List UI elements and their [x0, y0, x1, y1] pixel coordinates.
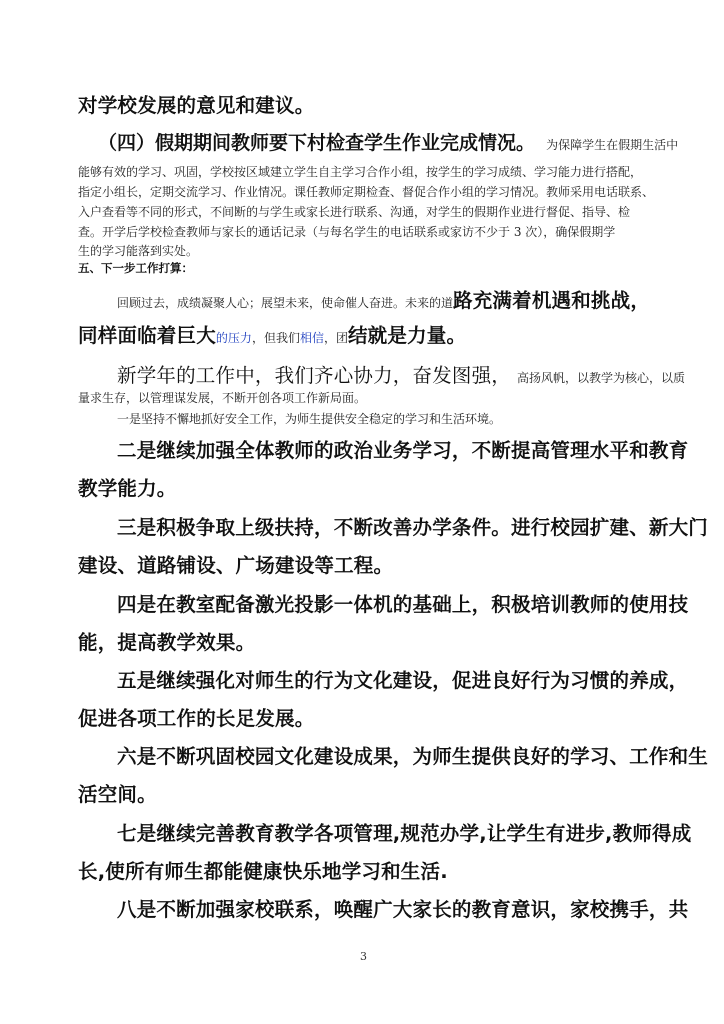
text-line: 能够有效的学习、巩固，学校按区域建立学生自主学习合作小组，按学生的学习成绩、学习能力进行搭配，: [78, 165, 643, 179]
text-fragment: 结就是力量。: [347, 324, 467, 347]
section-4-heading: （四）假期期间教师要下村检查学生作业完成情况。: [98, 132, 536, 154]
page-number: 3: [360, 950, 367, 963]
text-line: 量求生存，以管理谋发展，不断开创各项工作新局面。: [78, 391, 367, 405]
text-line: 建设、道路铺设、广场建设等工程。: [78, 554, 394, 577]
link-text[interactable]: 相信: [299, 331, 324, 345]
text-line: 能，提高教学效果。: [78, 631, 256, 654]
mixed-line: [78, 320, 466, 348]
text-fragment: 的: [215, 331, 228, 345]
mixed-line: [117, 285, 650, 313]
section-4-heading-line: [98, 128, 678, 155]
section-5-heading: 五、下一步工作打算：: [78, 261, 193, 275]
text-fragment: ，但我们: [251, 331, 300, 345]
text-line: 促进各项工作的长足发展。: [78, 707, 315, 730]
link-text[interactable]: 压力: [227, 331, 252, 345]
mixed-line: [117, 360, 685, 388]
text-line: 入户查看等不同的形式，不间断的与学生或家长进行联系、沟通，对学生的假期作业进行督促、指导、检: [78, 205, 631, 219]
text-line: 六是不断巩固校园文化建设成果，为师生提供良好的学习、工作和生: [117, 745, 709, 768]
text-line: 五是继续强化对师生的行为文化建设，促进良好行为习惯的养成，: [117, 669, 689, 692]
text-line: 长,使所有师生都能健康快乐地学习和生活.: [78, 860, 448, 883]
text-line: 查。开学后学校检查教师与家长的通话记录（与每名学生的电话联系或家访不少于 3 次），确保假期学: [78, 225, 616, 239]
text-fragment: ，团: [323, 331, 348, 345]
text-line: 教学能力。: [78, 477, 177, 500]
text-fragment: 高扬风帆，以教学为核心，以质: [517, 371, 686, 385]
text-line: 活空间。: [78, 783, 157, 806]
text-fragment: 回顾过去，成绩凝聚人心；展望未来，使命催人奋进。未来的道: [117, 296, 454, 310]
text-line: 指定小组长，定期交流学习、作业情况。课任教师定期检查、督促合作小组的学习情况。教师采用电话联系、: [78, 185, 655, 199]
text-line: 四是在教室配备激光投影一体机的基础上，积极培训教师的使用技: [117, 593, 689, 616]
text-line: 八是不断加强家校联系，唤醒广大家长的教育意识，家校携手，共: [117, 898, 689, 921]
text-fragment: 同样面临着巨大: [78, 324, 216, 347]
text-fragment: 新学年的工作中，我们齐心协力，奋发图强，: [117, 364, 512, 387]
text-line: 一是坚持不懈地抓好安全工作，为师生提供安全稳定的学习和生活环境。: [117, 412, 502, 426]
text-fragment: 为保障学生在假期生活中: [546, 138, 679, 152]
text-fragment: 路充满着机遇和挑战，: [453, 289, 651, 312]
text-line: 对学校发展的意见和建议。: [78, 94, 315, 117]
text-line: 二是继续加强全体教师的政治业务学习，不断提高管理水平和教育: [117, 439, 689, 462]
text-line: 七是继续完善教育教学各项管理,规范办学,让学生有进步,教师得成: [117, 822, 692, 845]
text-line: 生的学习能落到实处。: [78, 244, 199, 258]
text-line: 三是积极争取上级扶持，不断改善办学条件。进行校园扩建、新大门: [117, 516, 709, 539]
